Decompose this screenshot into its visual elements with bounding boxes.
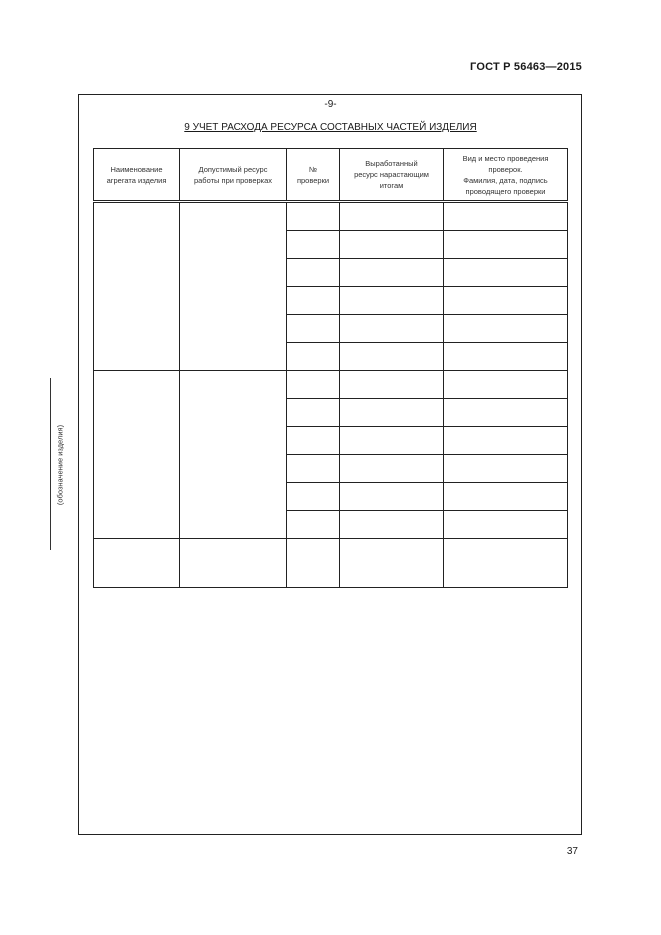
cell-allowed-resource[interactable] [180,202,287,371]
col-header-allowed-resource: Допустимый ресурс работы при проверках [180,149,287,202]
cell-check-number[interactable] [287,399,340,427]
cell-check-details[interactable] [444,427,568,455]
cell-used-resource[interactable] [340,231,444,259]
cell-check-details[interactable] [444,511,568,539]
cell-used-resource[interactable] [340,539,444,588]
col-header-used-resource: Выработанный ресурс нарастающим итогам [340,149,444,202]
table-row [94,539,568,588]
cell-used-resource[interactable] [340,315,444,343]
cell-used-resource[interactable] [340,259,444,287]
cell-check-number[interactable] [287,371,340,399]
cell-check-details[interactable] [444,202,568,231]
cell-unit-name[interactable] [94,371,180,539]
cell-check-number[interactable] [287,259,340,287]
cell-check-number[interactable] [287,539,340,588]
cell-check-number[interactable] [287,231,340,259]
cell-check-details[interactable] [444,231,568,259]
col-header-check-number: № проверки [287,149,340,202]
resource-log-table [93,148,568,588]
cell-check-details[interactable] [444,315,568,343]
table-row [94,202,568,231]
cell-used-resource[interactable] [340,511,444,539]
col-header-check-details: Вид и место проведения проверок. Фамилия, дата, подпись проводящего проверки [444,149,568,202]
cell-check-number[interactable] [287,315,340,343]
cell-unit-name[interactable] [94,539,180,588]
cell-check-number[interactable] [287,427,340,455]
cell-used-resource[interactable] [340,202,444,231]
cell-used-resource[interactable] [340,427,444,455]
cell-check-number[interactable] [287,287,340,315]
cell-check-details[interactable] [444,371,568,399]
product-designation-note: (обозначение изделия) [55,424,65,506]
page-marker: -9- [324,99,337,110]
cell-used-resource[interactable] [340,287,444,315]
page-number: 37 [566,846,578,857]
standard-code: ГОСТ Р 56463—2015 [470,61,582,73]
section-title: 9 УЧЕТ РАСХОДА РЕСУРСА СОСТАВНЫХ ЧАСТЕЙ ИЗДЕЛИЯ [184,122,477,133]
cell-used-resource[interactable] [340,343,444,371]
cell-check-number[interactable] [287,483,340,511]
cell-used-resource[interactable] [340,371,444,399]
cell-check-details[interactable] [444,259,568,287]
cell-check-details[interactable] [444,539,568,588]
cell-used-resource[interactable] [340,399,444,427]
cell-check-details[interactable] [444,287,568,315]
cell-unit-name[interactable] [94,202,180,371]
cell-check-details[interactable] [444,483,568,511]
cell-check-details[interactable] [444,455,568,483]
cell-check-number[interactable] [287,343,340,371]
cell-check-details[interactable] [444,343,568,371]
cell-check-number[interactable] [287,202,340,231]
col-header-unit-name: Наименование агрегата изделия [94,149,180,202]
cell-used-resource[interactable] [340,483,444,511]
table-row [94,371,568,399]
cell-used-resource[interactable] [340,455,444,483]
cell-check-number[interactable] [287,455,340,483]
side-divider-line [50,378,51,550]
table-header-row [94,149,568,202]
cell-check-details[interactable] [444,399,568,427]
cell-check-number[interactable] [287,511,340,539]
cell-allowed-resource[interactable] [180,539,287,588]
cell-allowed-resource[interactable] [180,371,287,539]
